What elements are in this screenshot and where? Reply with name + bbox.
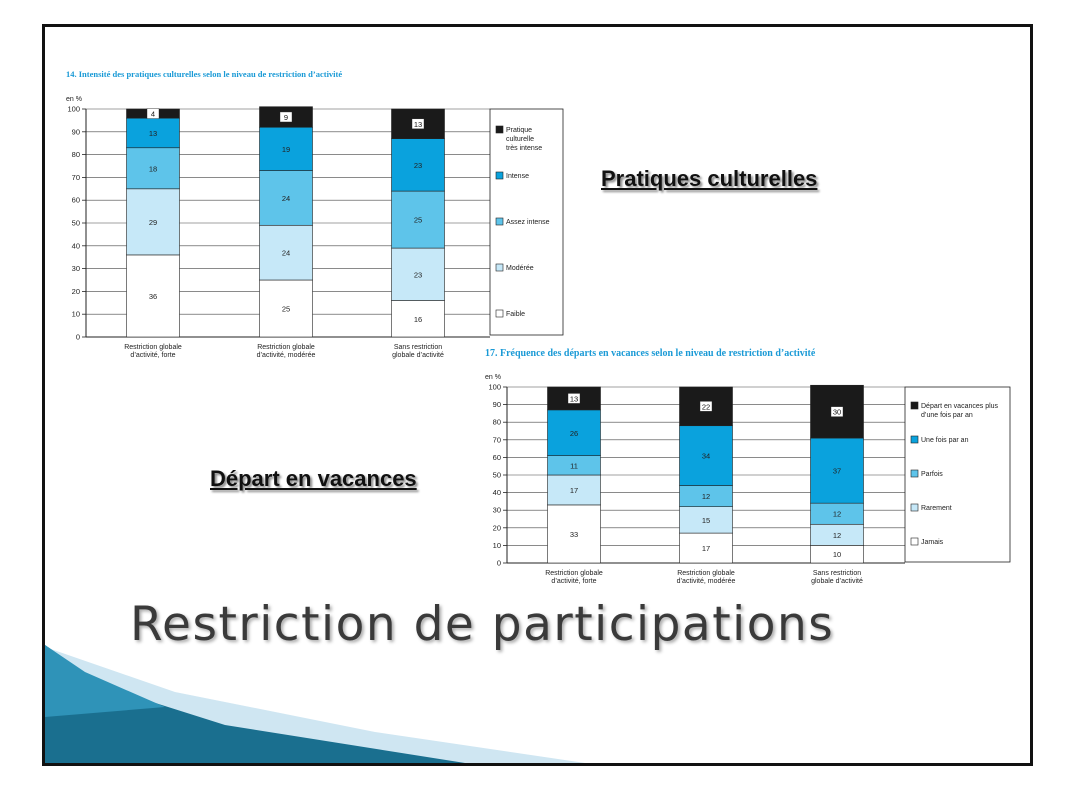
- c17-legend-label: Départ en vacances plus d’une fois par an: [921, 403, 999, 419]
- c17-xtick-label: Restriction globale: [677, 570, 735, 577]
- c14-ytick-label: 60: [71, 195, 80, 205]
- c17-xtick-label: Sans restriction: [812, 570, 862, 577]
- c17-ytick-label: 90: [492, 400, 501, 410]
- c14-data-label: 36: [148, 291, 158, 301]
- c17-ytick-label: 30: [492, 505, 501, 515]
- c17-ytick-label: 70: [492, 435, 501, 445]
- c17-data-label: 12: [701, 492, 711, 502]
- c14-ytick-label: 80: [71, 150, 80, 160]
- c14-legend-label: Assez intense: [506, 219, 550, 226]
- c17-ytick-label: 20: [492, 523, 501, 533]
- c17-xtick-label: d’activité, modérée: [676, 578, 736, 585]
- c17-legend-swatch: [911, 436, 918, 443]
- c17-xtick-label: Restriction globale: [545, 570, 603, 577]
- c14-ytick-label: 70: [71, 172, 80, 182]
- c14-xtick-label: globale d’activité: [392, 352, 444, 359]
- c17-ytick-label: 80: [492, 417, 501, 427]
- c17-legend-label: Parfois: [921, 471, 943, 478]
- c17-data-label: 11: [570, 461, 578, 471]
- c17-legend-swatch: [911, 402, 918, 409]
- c17-legend-swatch: [911, 470, 918, 477]
- c17-xtick-label: globale d’activité: [811, 578, 863, 585]
- c14-xtick-label: Restriction globale: [124, 344, 182, 351]
- c14-unit-label: en %: [66, 96, 82, 103]
- c14-legend-label: Faible: [506, 311, 526, 318]
- c14-ytick-label: 30: [71, 264, 80, 274]
- c17-data-label: 17: [701, 544, 711, 554]
- c17-legend-label: Une fois par an: [921, 437, 969, 444]
- c17-ytick-label: 60: [492, 452, 501, 462]
- c17-ytick-label: 40: [492, 488, 501, 498]
- c17-data-label: 17: [569, 485, 579, 495]
- c17-ytick-label: 10: [492, 540, 501, 550]
- c14-ytick-label: 100: [67, 104, 80, 114]
- c17-data-label: 30: [832, 407, 842, 417]
- c14-data-label: 23: [413, 270, 423, 280]
- c14-ytick-label: 40: [71, 241, 80, 251]
- c14-data-label: 23: [413, 160, 423, 170]
- c14-ytick-label: 50: [71, 218, 80, 228]
- c14-legend-label: Pratique culturelle très intense: [506, 127, 543, 152]
- c14-data-label: 24: [281, 193, 291, 203]
- chart-17-title: 17. Fréquence des départs en vacances selon le niveau de restriction d’activité: [485, 348, 816, 359]
- c17-data-label: 34: [701, 451, 711, 461]
- section-label-pratiques: Pratiques culturelles: [601, 166, 818, 191]
- c17-data-label: 12: [832, 530, 842, 540]
- c17-data-label: 37: [832, 466, 842, 476]
- c17-data-label: 15: [701, 515, 711, 525]
- chart-14-title: 14. Intensité des pratiques culturelles selon le niveau de restriction d’activité: [66, 69, 343, 79]
- c17-ytick-label: 100: [488, 382, 501, 392]
- c17-data-label: 13: [569, 394, 579, 404]
- c14-legend-label: Modérée: [506, 265, 534, 272]
- section-label-depart: Départ en vacances: [210, 466, 417, 491]
- c14-data-label: 25: [281, 304, 291, 314]
- c14-ytick-label: 0: [75, 332, 80, 342]
- c17-data-label: 10: [832, 550, 842, 560]
- c17-data-label: 22: [701, 402, 711, 412]
- c17-data-label: 26: [569, 428, 579, 438]
- c17-data-label: 33: [569, 529, 579, 539]
- c14-data-label: 9: [283, 112, 289, 122]
- slide-title: Restriction de participations: [130, 597, 835, 652]
- c17-legend-swatch: [911, 504, 918, 511]
- c14-data-label: 13: [148, 128, 158, 138]
- c14-data-label: 25: [413, 215, 423, 225]
- c14-data-label: 24: [281, 248, 291, 258]
- c17-ytick-label: 0: [496, 558, 501, 568]
- c17-legend-swatch: [911, 538, 918, 545]
- c14-ytick-label: 90: [71, 127, 80, 137]
- c14-data-label: 13: [413, 119, 423, 129]
- c17-unit-label: en %: [485, 374, 501, 381]
- c17-data-label: 12: [832, 509, 842, 519]
- c14-ytick-label: 20: [71, 286, 80, 296]
- c14-ytick-label: 10: [71, 309, 80, 319]
- c14-xtick-label: d’activité, forte: [130, 352, 176, 359]
- c14-data-label: 18: [148, 164, 158, 174]
- c17-legend-label: Jamais: [921, 539, 944, 546]
- c14-data-label: 29: [148, 217, 158, 227]
- c17-ytick-label: 50: [492, 470, 501, 480]
- c14-data-label: 19: [281, 144, 291, 154]
- c14-data-label: 4: [150, 109, 156, 119]
- c14-xtick-label: Restriction globale: [257, 344, 315, 351]
- c14-legend-label: Intense: [506, 173, 529, 180]
- c14-data-label: 16: [413, 314, 423, 324]
- c17-legend-label: Rarement: [921, 505, 952, 512]
- c17-xtick-label: d’activité, forte: [551, 578, 597, 585]
- c14-xtick-label: d’activité, modérée: [256, 352, 316, 359]
- c14-xtick-label: Sans restriction: [393, 344, 443, 351]
